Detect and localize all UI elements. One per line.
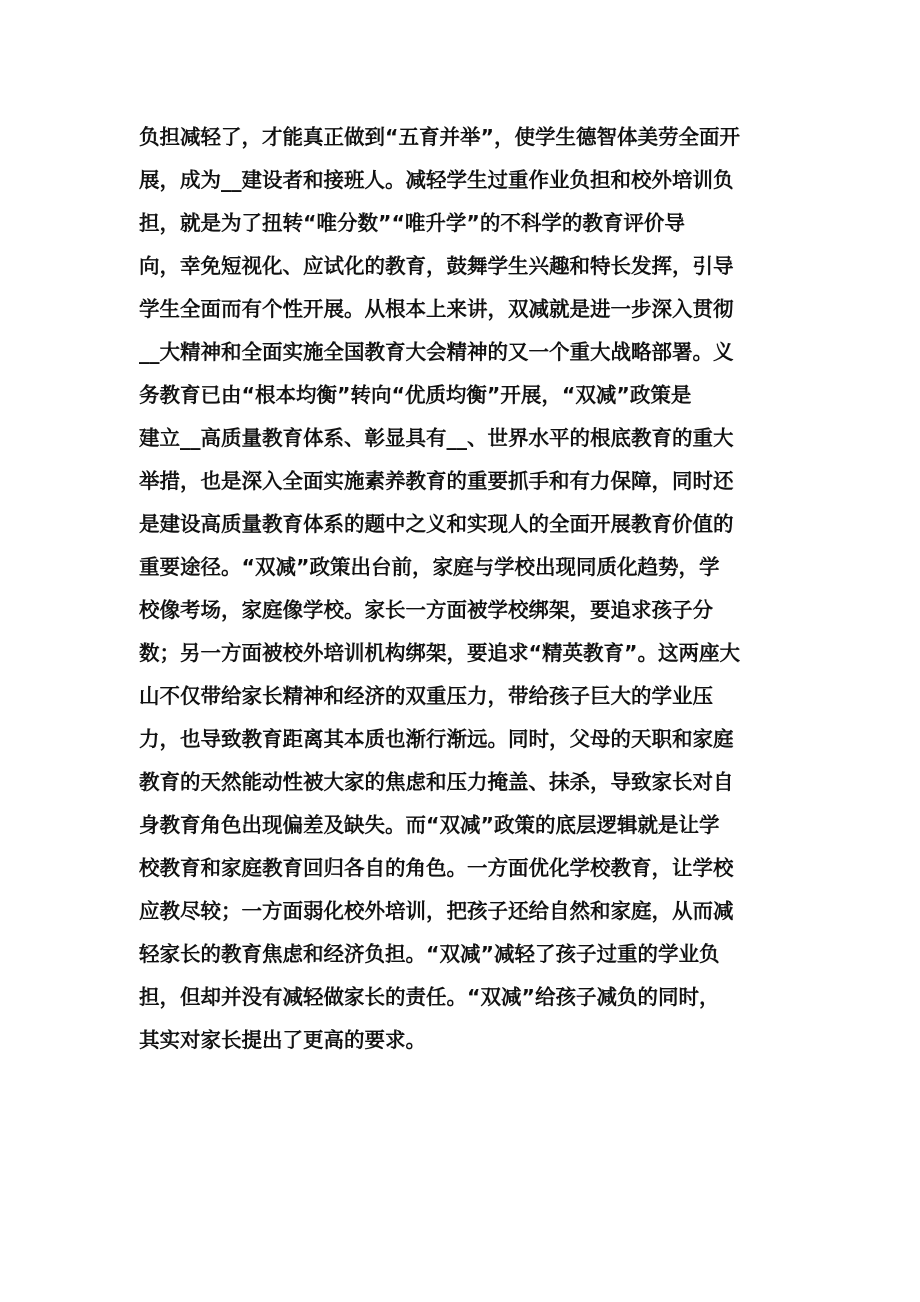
text-line: 向，幸免短视化、应试化的教育，鼓舞学生兴趣和特长发挥，引导 [139, 254, 734, 278]
text-line: 务教育已由“根本均衡”转向“优质均衡”开展，“双减”政策是 [139, 383, 692, 407]
text-line: 力，也导致教育距离其本质也渐行渐远。同时，父母的天职和家庭 [139, 727, 734, 751]
text-line: __大精神和全面实施全国教育大会精神的又一个重大战略部署。义 [139, 340, 734, 364]
text-line: 重要途径。“双减”政策出台前，家庭与学校出现同质化趋势，学 [139, 555, 720, 579]
text-line: 应教尽较；一方面弱化校外培训，把孩子还给自然和家庭，从而减 [139, 899, 734, 923]
text-line: 数；另一方面被校外培训机构绑架，要追求“精英教育”。这两座大 [139, 641, 740, 665]
text-line: 举措，也是深入全面实施素养教育的重要抓手和有力保障，同时还 [139, 469, 734, 493]
text-line: 是建设高质量教育体系的题中之义和实现人的全面开展教育价值的 [139, 512, 734, 536]
text-line: 担，就是为了扭转“唯分数”“唯升学”的不科学的教育评价导 [139, 211, 685, 235]
text-line: 学生全面而有个性开展。从根本上来讲，双减就是进一步深入贯彻 [139, 297, 734, 321]
text-line: 其实对家长提出了更高的要求。 [139, 1028, 426, 1052]
text-line: 轻家长的教育焦虑和经济负担。“双减”减轻了孩子过重的学业负 [139, 942, 720, 966]
text-line: 校教育和家庭教育回归各自的角色。一方面优化学校教育，让学校 [139, 856, 734, 880]
text-line: 负担减轻了，才能真正做到“五育并举”，使学生德智体美劳全面开 [139, 125, 740, 149]
text-line: 展，成为__建设者和接班人。减轻学生过重作业负担和校外培训负 [139, 168, 734, 192]
text-line: 教育的天然能动性被大家的焦虑和压力掩盖、抹杀，导致家长对自 [139, 770, 734, 794]
body-paragraph [139, 116, 799, 1062]
text-line: 担，但却并没有减轻做家长的责任。“双减”给孩子减负的同时， [139, 985, 720, 1009]
text-line: 山不仅带给家长精神和经济的双重压力，带给孩子巨大的学业压 [139, 684, 713, 708]
text-line: 校像考场，家庭像学校。家长一方面被学校绑架，要追求孩子分 [139, 598, 713, 622]
text-line: 建立__高质量教育体系、彰显具有__、世界水平的根底教育的重大 [139, 426, 734, 450]
text-line: 身教育角色出现偏差及缺失。而“双减”政策的底层逻辑就是让学 [139, 813, 720, 837]
